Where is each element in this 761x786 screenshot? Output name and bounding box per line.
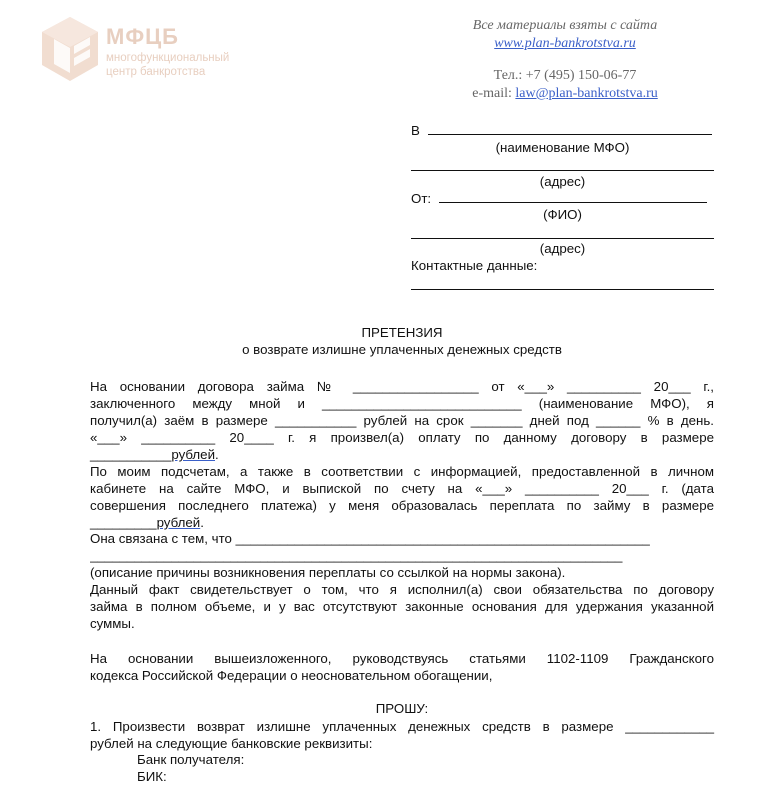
- rubles-word-2: рублей: [156, 515, 201, 530]
- p3-line-1: Она связана с тем, что ________________________________________________________: [90, 531, 650, 546]
- address-line: [411, 157, 714, 171]
- logo-subtitle-line2: центр банкротства: [106, 66, 206, 78]
- to-row: [411, 122, 714, 139]
- p2-line-2: кабинете на сайте МФО, и выпиской по счету на «___» __________ 20___ г. (дата: [90, 481, 714, 496]
- p1-line-1: На основании договора займа № _________________ от «___» __________ 20___ г.,: [90, 379, 714, 394]
- p5-line-2: кодекса Российской Федерации о неосновательном обогащении,: [90, 668, 493, 683]
- logo-shield-icon: [40, 15, 100, 83]
- item1-line-2: рублей на следующие банковские реквизиты:: [90, 736, 373, 751]
- bank-label: Банк получателя:: [137, 752, 245, 767]
- request-heading: ПРОШУ:: [375, 701, 429, 716]
- address-caption: (адрес): [539, 174, 586, 189]
- from-prefix: От:: [411, 191, 432, 206]
- site-link[interactable]: www.plan-bankrotstva.ru: [494, 36, 636, 51]
- paragraph-1: [90, 378, 714, 463]
- fio-caption: (ФИО): [543, 207, 582, 222]
- p1-line-4: «___» __________ 20____ г. я произвел(а) оплату по данному договору в размере: [90, 430, 714, 445]
- to-prefix: В: [411, 123, 420, 138]
- address-caption-2: (адрес): [539, 241, 586, 256]
- logo-subtitle-line1: многофункциональный: [106, 52, 230, 64]
- p2-line-4: _________рублей.: [90, 515, 204, 530]
- rubles-word: рублей: [171, 447, 216, 462]
- request-item-1: [90, 718, 714, 752]
- paragraph-2: [90, 463, 714, 531]
- email-link[interactable]: law@plan-bankrotstva.ru: [515, 86, 658, 101]
- paragraph-3: [90, 530, 714, 581]
- p1-line-3: получил(а) заём в размере ___________ рублей на срок _______ дней под ______ % в день.: [90, 413, 714, 428]
- email-label: e-mail:: [472, 86, 516, 101]
- from-row: [411, 190, 714, 207]
- email-row: [435, 86, 695, 102]
- doc-subtitle: о возврате излишне уплаченных денежных средств: [242, 342, 562, 357]
- p4-line-1: Данный факт свидетельствует о том, что я исполнил(а) свои обязательства по договору: [90, 582, 714, 597]
- to-caption: (наименование МФО): [495, 140, 630, 155]
- amount-blank: ___________: [90, 447, 172, 462]
- p2-line-1: По моим подсчетам, а также в соответствии с информацией, предоставленной в личном: [90, 464, 714, 479]
- p4-line-2: займа в полном объеме, и у вас отсутствуют законные основания для удержания указанной: [90, 599, 714, 614]
- contact-label: Контактные данные:: [411, 258, 538, 273]
- source-note: Все материалы взяты с сайта: [472, 18, 658, 33]
- p3-line-2: ________________________________________________________________________: [90, 548, 623, 563]
- logo-name: МФЦБ: [106, 24, 179, 49]
- p1-line-2: заключенного между мной и ___________________________ (наименование МФО), я: [90, 396, 714, 411]
- p5-line-1: На основании вышеизложенного, руководствуясь статьями 1102-1109 Гражданского: [90, 651, 714, 666]
- p1-line-5: ___________рублей.: [90, 447, 219, 462]
- item1-line-1: 1. Произвести возврат излишне уплаченных денежных средств в размере ____________: [90, 719, 714, 734]
- site-link-row: [435, 36, 695, 52]
- p3-line-3: (описание причины возникновения переплаты со ссылкой на нормы закона).: [90, 565, 566, 580]
- paragraph-5: [90, 650, 714, 684]
- contact-line: [411, 276, 714, 290]
- p2-line-3: совершения последнего платежа) у меня образовалась переплата по займу в размере: [90, 498, 714, 513]
- overpay-blank: _________: [90, 515, 157, 530]
- paragraph-4: [90, 581, 714, 632]
- doc-title: ПРЕТЕНЗИЯ: [361, 325, 443, 340]
- address-line-2: [411, 224, 714, 239]
- p4-line-3: суммы.: [90, 616, 135, 631]
- bik-label: БИК:: [137, 769, 167, 784]
- phone: Тел.: +7 (495) 150-06-77: [493, 68, 637, 83]
